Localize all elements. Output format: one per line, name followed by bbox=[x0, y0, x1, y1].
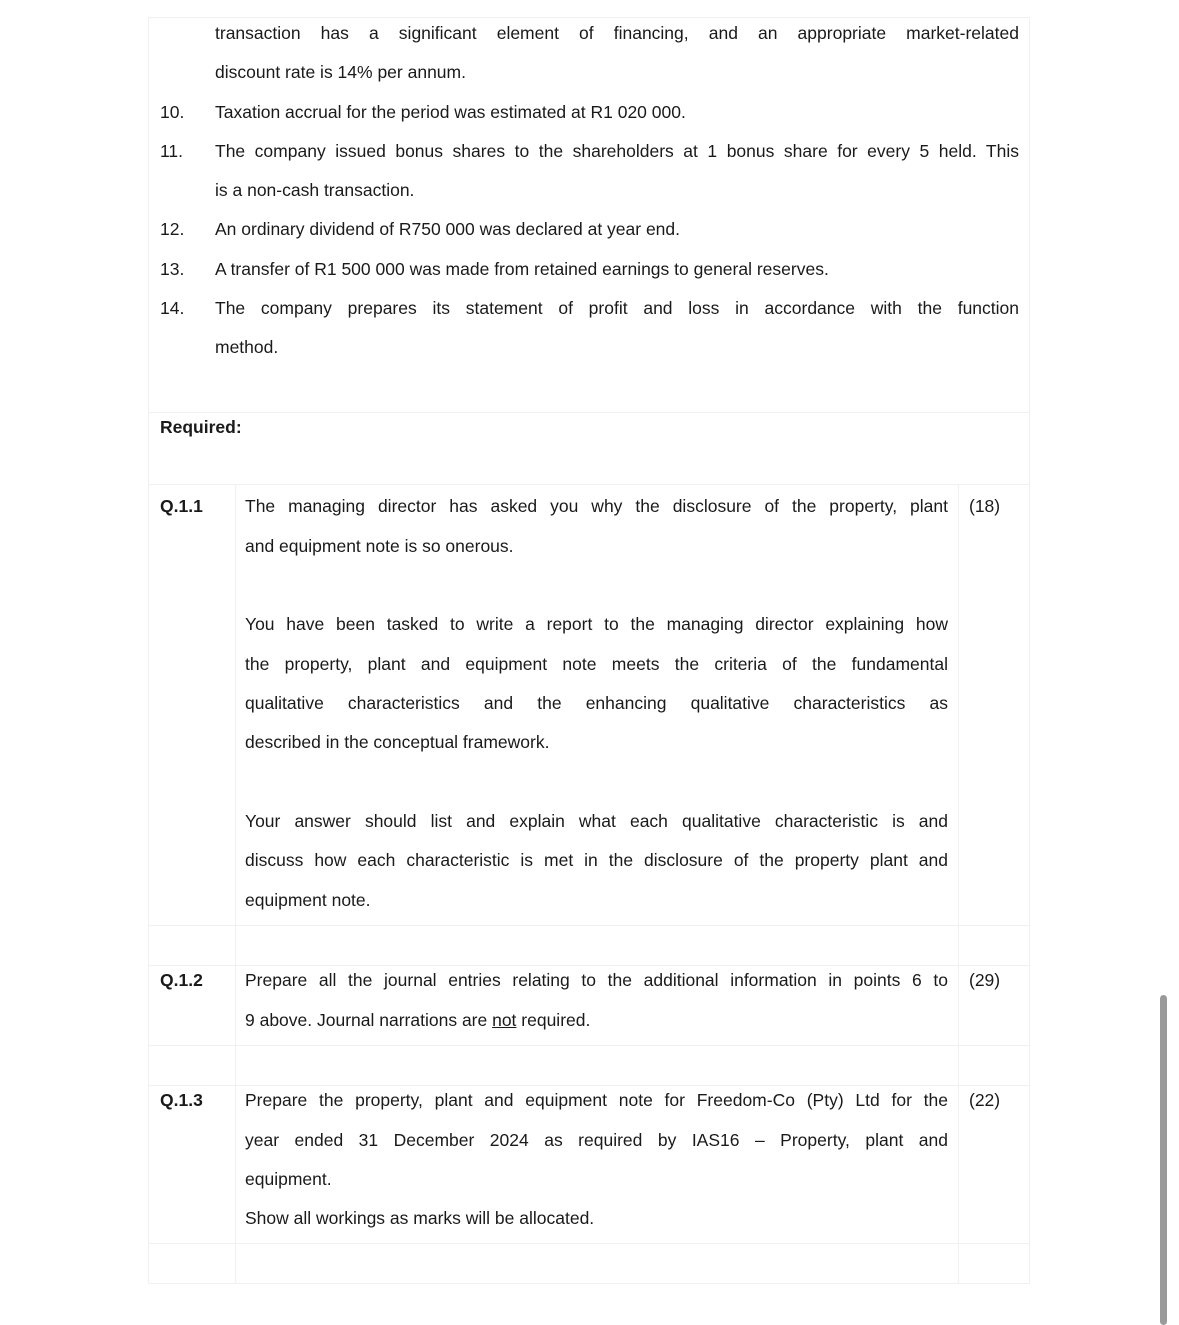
question-line: and equipment note is so onerous. bbox=[245, 536, 514, 556]
item-line: The company issued bonus shares to the shareholders at 1 bonus share for every 5 held. This bbox=[215, 141, 1019, 161]
spacer-cell bbox=[958, 1243, 1030, 1284]
question-id: Q.1.1 bbox=[160, 496, 203, 516]
question-line: qualitative characteristics and the enhancing qualitative characteristics as bbox=[245, 693, 948, 713]
question-line: equipment. bbox=[245, 1169, 332, 1189]
text: 9 above. Journal narrations are bbox=[245, 1010, 493, 1030]
item-number: 14. bbox=[160, 298, 185, 318]
question-line: equipment note. bbox=[245, 890, 371, 910]
question-id: Q.1.3 bbox=[160, 1090, 203, 1110]
spacer-cell bbox=[148, 1243, 236, 1284]
question-line: The managing director has asked you why the disclosure of the property, plant bbox=[245, 496, 948, 516]
item-number: 12. bbox=[160, 219, 185, 239]
item-line: discount rate is 14% per annum. bbox=[215, 62, 466, 82]
required-cell bbox=[148, 412, 1030, 485]
item-line: is a non-cash transaction. bbox=[215, 180, 415, 200]
question-marks: (22) bbox=[969, 1090, 1001, 1110]
question-marks: (29) bbox=[969, 970, 1001, 990]
scrollbar-thumb[interactable] bbox=[1160, 995, 1167, 1325]
required-heading: Required: bbox=[160, 417, 242, 437]
item-line: transaction has a significant element of financing, and an appropriate market-related bbox=[215, 23, 1019, 43]
item-number: 11. bbox=[160, 141, 184, 161]
spacer-cell bbox=[148, 1045, 236, 1086]
spacer-cell bbox=[958, 1045, 1030, 1086]
item-line: The company prepares its statement of profit and loss in accordance with the function bbox=[215, 298, 1019, 318]
q111-marks-cell bbox=[958, 484, 1030, 926]
question-line: described in the conceptual framework. bbox=[245, 732, 550, 752]
item-line: A transfer of R1 500 000 was made from retained earnings to general reserves. bbox=[215, 259, 829, 279]
q111-id-cell bbox=[148, 484, 236, 926]
question-id: Q.1.2 bbox=[160, 970, 203, 990]
question-line: Your answer should list and explain what each qualitative characteristic is and bbox=[245, 811, 948, 831]
item-line: Taxation accrual for the period was estimated at R1 020 000. bbox=[215, 102, 686, 122]
question-line bbox=[245, 1009, 590, 1031]
item-line: An ordinary dividend of R750 000 was declared at year end. bbox=[215, 219, 681, 239]
spacer-cell bbox=[958, 925, 1030, 966]
spacer-cell bbox=[235, 925, 959, 966]
spacer-cell bbox=[148, 925, 236, 966]
question-line: You have been tasked to write a report to the managing director explaining how bbox=[245, 614, 948, 634]
item-line: method. bbox=[215, 337, 279, 357]
item-number: 13. bbox=[160, 259, 185, 279]
spacer-cell bbox=[235, 1045, 959, 1086]
question-line: Prepare all the journal entries relating to the additional information in points 6 to bbox=[245, 970, 948, 990]
question-marks: (18) bbox=[969, 496, 1001, 516]
text: required. bbox=[516, 1010, 591, 1030]
question-line: year ended 31 December 2024 as required by IAS16 – Property, plant and bbox=[245, 1130, 948, 1150]
item-number: 10. bbox=[160, 102, 185, 122]
spacer-cell bbox=[235, 1243, 959, 1284]
emphasis-not: not bbox=[492, 1010, 517, 1030]
question-line: Prepare the property, plant and equipment note for Freedom-Co (Pty) Ltd for the bbox=[245, 1090, 948, 1110]
question-line: the property, plant and equipment note meets the criteria of the fundamental bbox=[245, 654, 948, 674]
question-line: Show all workings as marks will be allocated. bbox=[245, 1208, 595, 1228]
question-line: discuss how each characteristic is met in the disclosure of the property plant and bbox=[245, 850, 948, 870]
